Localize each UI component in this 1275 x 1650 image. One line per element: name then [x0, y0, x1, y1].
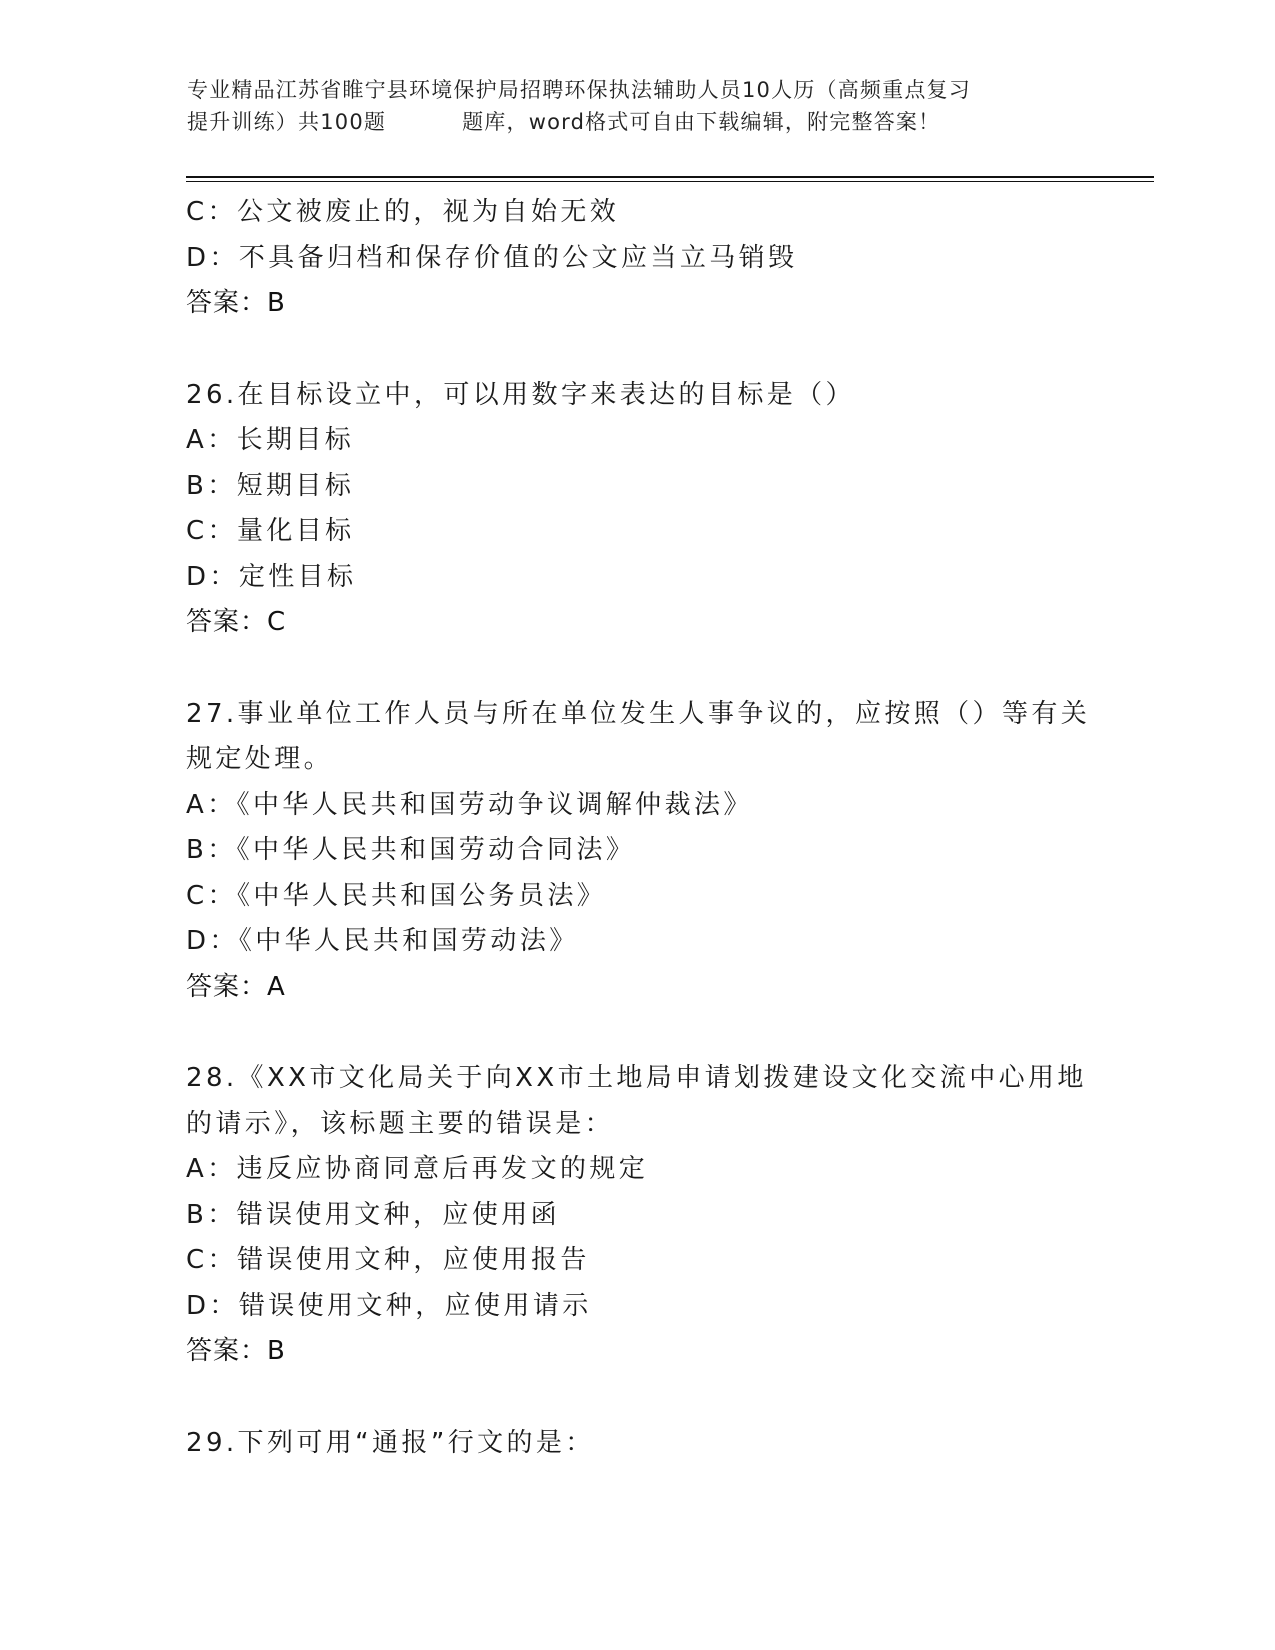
question-stem-line-1: 28.《XX市文化局关于向XX市土地局申请划拨建设文化交流中心用地	[186, 1063, 1087, 1093]
header-title-part-1: 提升训练）共100题	[187, 110, 387, 134]
header-divider-thick	[186, 176, 1154, 178]
option-c: C：公文被废止的，视为自始无效	[186, 197, 620, 227]
option-c: C：《中华人民共和国公务员法》	[186, 880, 607, 911]
answer-line: 答案：B	[186, 1336, 286, 1366]
option-b: B：《中华人民共和国劳动合同法》	[186, 835, 636, 865]
answer-line: 答案：C	[186, 607, 287, 637]
option-c: C：错误使用文种，应使用报告	[186, 1245, 590, 1275]
question-stem-line-2: 的请示》，该标题主要的错误是：	[186, 1108, 615, 1139]
option-b: B：错误使用文种，应使用函	[186, 1199, 561, 1230]
option-d: D：错误使用文种，应使用请示	[186, 1290, 592, 1321]
question-stem-line-2: 规定处理。	[186, 744, 334, 774]
question-25-fragment	[186, 190, 1086, 327]
question-stem-line-1: 27.事业单位工作人员与所在单位发生人事争议的，应按照（）等有关	[186, 698, 1091, 729]
page-header	[187, 74, 1087, 138]
answer-line: 答案：A	[186, 971, 286, 1002]
question-27	[186, 692, 1091, 1011]
header-divider-thin	[186, 181, 1154, 182]
question-26	[186, 373, 1086, 646]
answer-line: 答案：B	[186, 288, 286, 318]
option-d: D：定性目标	[186, 561, 357, 592]
question-stem: 26.在目标设立中，可以用数字来表达的目标是（）	[186, 379, 855, 410]
header-title-part-2: 题库，word格式可自由下载编辑，附完整答案！	[462, 110, 941, 134]
header-title-line-2	[187, 106, 1087, 138]
question-28	[186, 1056, 1086, 1375]
question-stem: 29.下列可用“通报”行文的是：	[186, 1427, 595, 1458]
document-body	[186, 190, 1091, 1466]
option-d: D：不具备归档和保存价值的公文应当立马销毁	[186, 242, 798, 273]
header-title-line-1: 专业精品江苏省睢宁县环境保护局招聘环保执法辅助人员10人历（高频重点复习	[187, 78, 971, 102]
option-b: B：短期目标	[186, 470, 355, 501]
option-a: A：违反应协商同意后再发文的规定	[186, 1154, 649, 1184]
option-a: A：《中华人民共和国劳动争议调解仲裁法》	[186, 789, 753, 820]
option-a: A：长期目标	[186, 425, 355, 455]
option-d: D：《中华人民共和国劳动法》	[186, 926, 579, 956]
question-29	[186, 1421, 1086, 1467]
option-c: C：量化目标	[186, 516, 355, 546]
